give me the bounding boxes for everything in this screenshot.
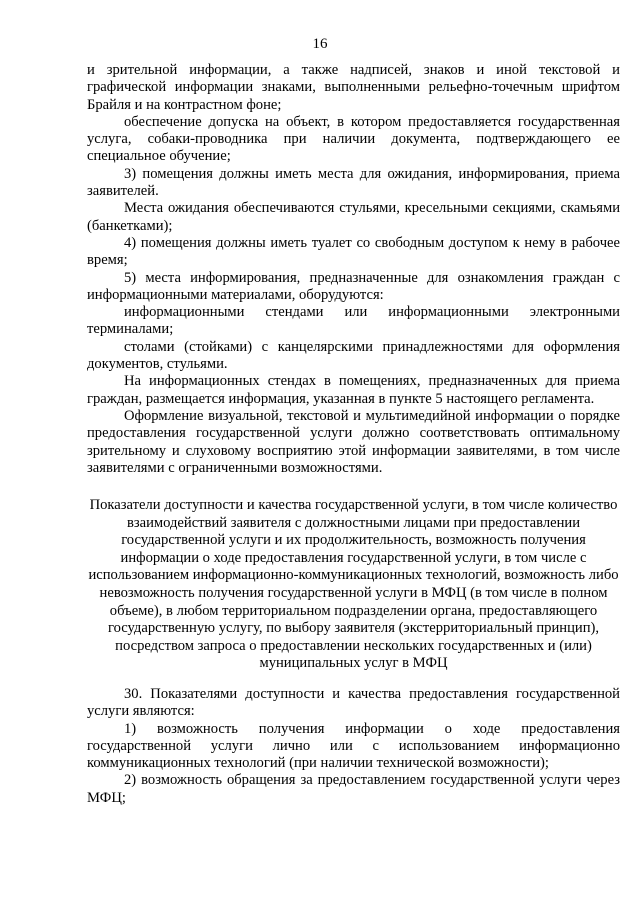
paragraph: 1) возможность получения информации о ходе предоставления государственной услуги лично или с использованием информационно коммуникационных технологий (при наличии технической возможности); xyxy=(87,720,620,772)
paragraph: 30. Показателями доступности и качества предоставления государственной услуги являются: xyxy=(87,686,620,720)
paragraph: столами (стойками) с канцелярскими принадлежностями для оформления документов, стульями. xyxy=(87,338,620,373)
body-text-top xyxy=(87,62,620,477)
page-number: 16 xyxy=(312,36,328,52)
paragraph: Оформление визуальной, текстовой и мультимедийной информации о порядке предоставления государственной услуги должно соответствовать оптимальному зрительному и слуховому восприятию этой информации заявителями, в том числе заявителями с ограниченными возможностями. xyxy=(87,407,620,476)
paragraph: На информационных стендах в помещениях, предназначенных для приема граждан, размещается информация, указанная в пункте 5 настоящего регламента. xyxy=(87,373,620,407)
paragraph: и зрительной информации, а также надписей, знаков и иной текстовой и графической информации знаками, выполненными рельефно-точечным шрифтом Брайля и на контрастном фоне; xyxy=(87,62,620,113)
paragraph: 5) места информирования, предназначенные для ознакомления граждан с информационными материалами, оборудуются: xyxy=(87,269,620,303)
section-heading: Показатели доступности и качества государственной услуги, в том числе количество взаимодействий заявителя с должностными лицами при предоставлении государственной услуги и их продолжительность, возможность получения информации о ходе предоставления государственной услуги, в том числе с использованием информационно-коммуникационных технологий, возможность либо невозможность получения государственной услуги в МФЦ (в том числе в полном объеме), в любом территориальном подразделении органа, предоставляющего государственную услугу, по выбору заявителя (экстерриториальный принцип), посредством запроса о предоставлении нескольких государственных и (или) муниципальных услуг в МФЦ xyxy=(88,497,619,672)
paragraph: обеспечение допуска на объект, в котором предоставляется государственная услуга, собаки-проводника при наличии документа, подтверждающего ее специальное обучение; xyxy=(87,113,620,165)
paragraph: 2) возможность обращения за предоставлением государственной услуги через МФЦ; xyxy=(87,772,620,806)
paragraph: 3) помещения должны иметь места для ожидания, информирования, приема заявителей. xyxy=(87,165,620,200)
paragraph: Места ожидания обеспечиваются стульями, кресельными секциями, скамьями (банкетками); xyxy=(87,200,620,234)
paragraph: 4) помещения должны иметь туалет со свободным доступом к нему в рабочее время; xyxy=(87,234,620,269)
paragraph: информационными стендами или информационными электронными терминалами; xyxy=(87,304,620,338)
body-text-bottom xyxy=(87,686,620,807)
